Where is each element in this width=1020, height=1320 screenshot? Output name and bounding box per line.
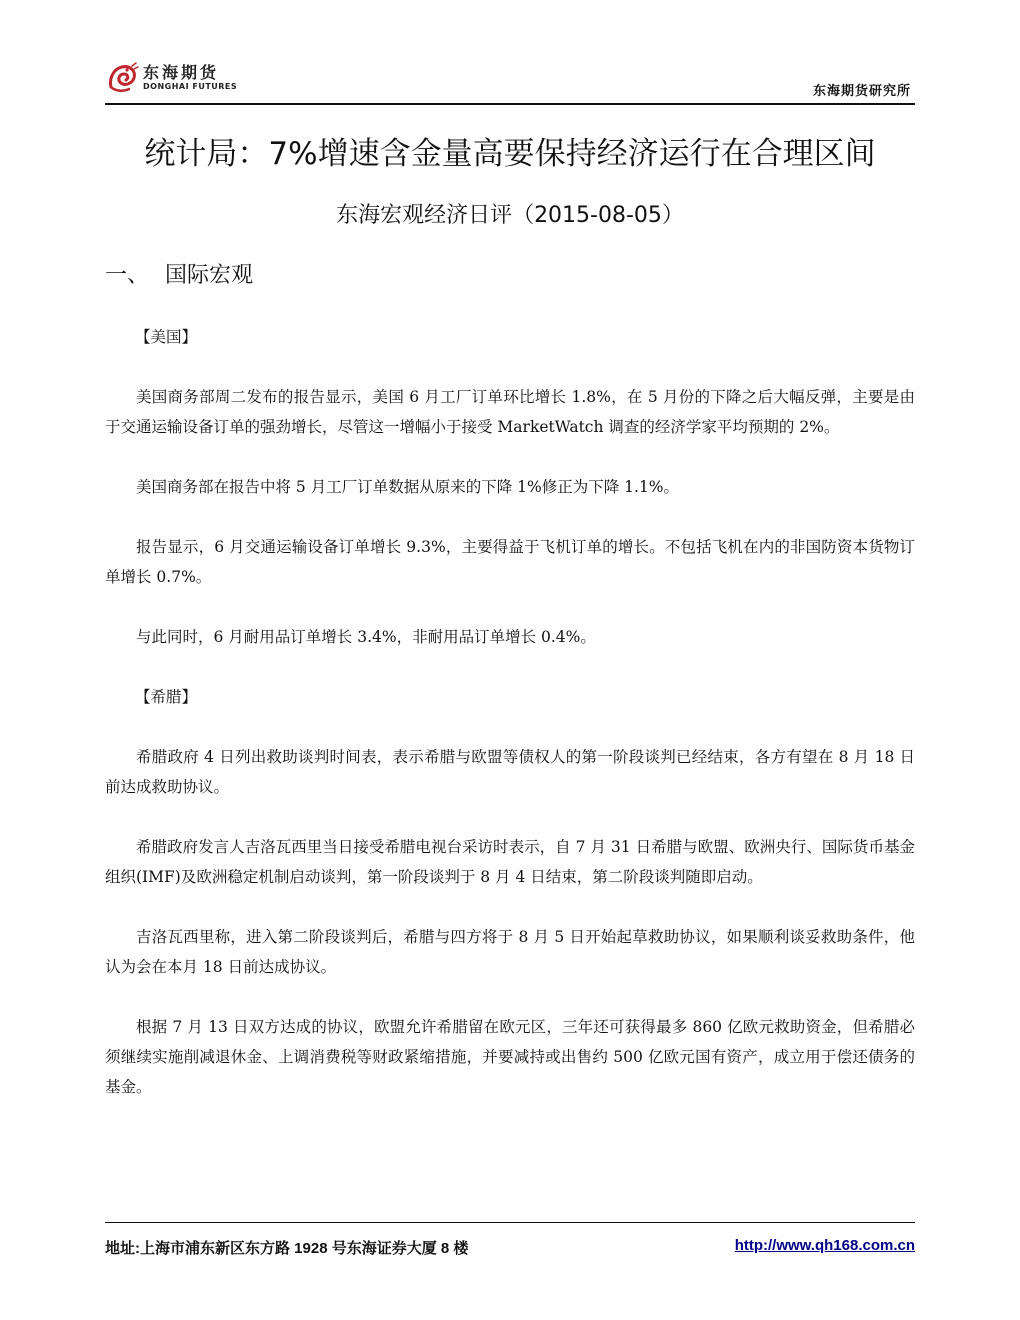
paragraph: 与此同时，6 月耐用品订单增长 3.4%，非耐用品订单增长 0.4%。 (136, 628, 596, 646)
page-title: 统计局：7%增速含金量高要保持经济运行在合理区间 (144, 136, 876, 172)
page-subtitle: 东海宏观经济日评（2015-08-05） (336, 203, 684, 228)
section-heading (105, 258, 253, 289)
footer-address: 地址:上海市浦东新区东方路 1928 号东海证券大厦 8 楼 (105, 1240, 469, 1257)
institute-name: 东海期货研究所 (812, 84, 911, 99)
paragraph: 根据 7 月 13 日双方达成的协议，欧盟允许希腊留在欧元区，三年还可获得最多 860 亿欧元救助资金，但希腊必须继续实施削减退休金、上调消费税等财政紧缩措施，并要减持或出售约 500 亿欧元国有资产，成立用于偿还债务的基金。 (105, 1018, 915, 1096)
paragraph: 吉洛瓦西里称，进入第二阶段谈判后，希腊与四方将于 8 月 5 日开始起草救助协议，如果顺利谈妥救助条件，他认为会在本月 18 日前达成协议。 (105, 928, 915, 976)
paragraph: 希腊政府发言人吉洛瓦西里当日接受希腊电视台采访时表示，自 7 月 31 日希腊与欧盟、欧洲央行、国际货币基金组织(IMF)及欧洲稳定机制启动谈判，第一阶段谈判于 8 月 4 日结束，第二阶段谈判随即启动。 (105, 838, 915, 886)
subsection-label-greece: 【希腊】 (135, 688, 198, 706)
paragraph: 希腊政府 4 日列出救助谈判时间表，表示希腊与欧盟等债权人的第一阶段谈判已经结束，各方有望在 8 月 18 日前达成救助协议。 (105, 748, 915, 796)
page-header (105, 55, 915, 105)
paragraph: 报告显示，6 月交通运输设备订单增长 9.3%，主要得益于飞机订单的增长。不包括飞机在内的非国防资本货物订单增长 0.7%。 (105, 538, 915, 586)
section-title: 国际宏观 (165, 263, 254, 288)
article-body (105, 322, 915, 1102)
logo-chinese-name: 东海期货 (143, 63, 220, 82)
section-number: 一、 (105, 263, 150, 288)
company-logo (105, 55, 237, 101)
logo-english-name: DONGHAI FUTURES (143, 82, 238, 91)
paragraph: 美国商务部在报告中将 5 月工厂订单数据从原来的下降 1%修正为下降 1.1%。 (136, 478, 680, 496)
subsection-label-us: 【美国】 (135, 328, 198, 346)
dragon-logo-icon (105, 61, 139, 95)
paragraph: 美国商务部周二发布的报告显示，美国 6 月工厂订单环比增长 1.8%，在 5 月份的下降之后大幅反弹，主要是由于交通运输设备订单的强劲增长，尽管这一增幅小于接受 MarketWatch 调查的经济学家平均预期的 2%。 (105, 388, 915, 436)
page-footer (105, 1222, 915, 1257)
footer-website-link[interactable]: http://www.qh168.com.cn (734, 1237, 915, 1254)
